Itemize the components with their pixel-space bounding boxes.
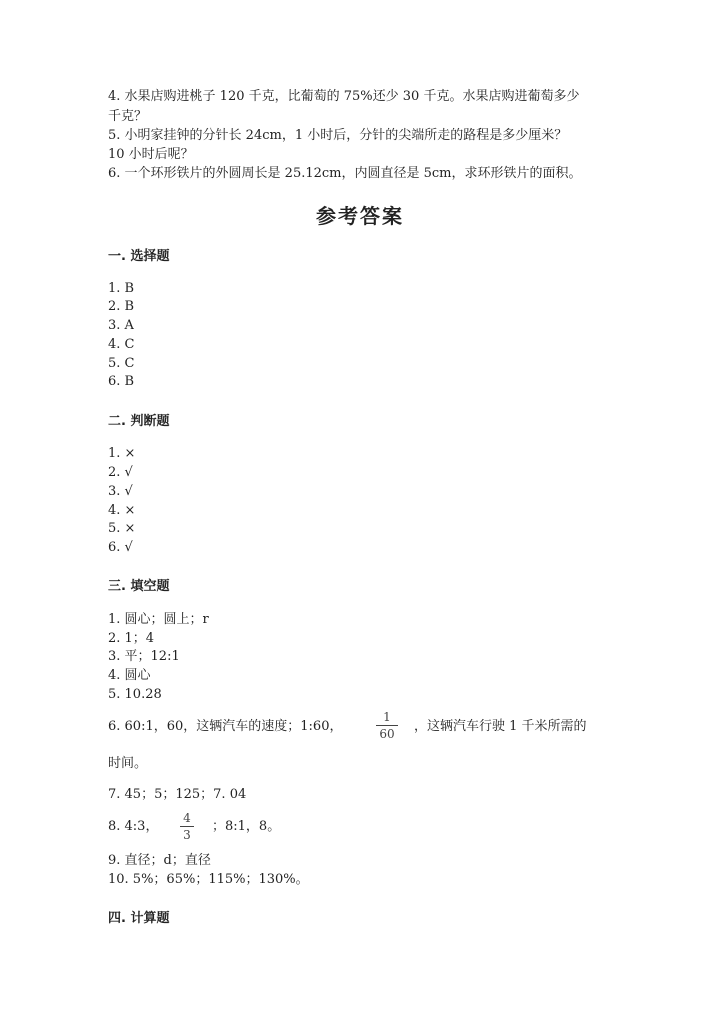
- problem-4-line-1: 4. 水果店购进桃子 120 千克，比葡萄的 75%还少 30 千克。水果店购进葡萄多少: [108, 89, 580, 104]
- choice-answer-6: 6. B: [108, 374, 135, 389]
- fraction-denominator: 3: [183, 828, 191, 842]
- fill-answer-6-fraction: [376, 710, 398, 741]
- section-heading-judge: 二. 判断题: [108, 414, 170, 429]
- choice-answer-5: 5. C: [108, 356, 135, 371]
- fill-answer-6-after: ，这辆汽车行驶 1 千米所需的: [414, 719, 587, 734]
- choice-answer-1: 1. B: [108, 281, 135, 296]
- fill-answer-4: 4. 圆心: [108, 668, 151, 683]
- fill-answer-7: 7. 45；5；125；7. 04: [108, 787, 247, 802]
- judge-answer-3: 3. √: [108, 484, 133, 499]
- fill-answer-9: 9. 直径；d；直径: [108, 853, 211, 868]
- choice-answer-3: 3. A: [108, 318, 134, 333]
- fraction-numerator: 1: [383, 710, 391, 724]
- fill-answer-3: 3. 平；12:1: [108, 649, 180, 664]
- judge-answer-4: 4. ×: [108, 503, 136, 518]
- fill-answer-1: 1. 圆心；圆上；r: [108, 612, 209, 627]
- judge-answer-2: 2. √: [108, 465, 133, 480]
- judge-answer-1: 1. ×: [108, 446, 136, 461]
- fraction-bar: [376, 725, 398, 726]
- fill-answer-5: 5. 10.28: [108, 687, 162, 702]
- section-heading-calc: 四. 计算题: [108, 911, 170, 926]
- choice-answer-4: 4. C: [108, 337, 135, 352]
- section-heading-choice: 一. 选择题: [108, 249, 170, 264]
- fill-answer-2: 2. 1；4: [108, 631, 155, 646]
- fill-answer-10: 10. 5%；65%；115%；130%。: [108, 872, 309, 887]
- problem-5-line-2: 10 小时后呢？: [108, 147, 194, 162]
- fill-answer-8-before: 8. 4:3，: [108, 819, 159, 834]
- fraction-bar: [180, 826, 194, 827]
- problem-4-line-2: 千克？: [108, 109, 148, 124]
- answer-title: 参考答案: [316, 204, 404, 228]
- choice-answer-2: 2. B: [108, 299, 135, 314]
- problem-6-line-1: 6. 一个环形铁片的外圆周长是 25.12cm，内圆直径是 5cm，求环形铁片的面积。: [108, 166, 582, 181]
- problem-5-line-1: 5. 小明家挂钟的分针长 24cm，1 小时后，分针的尖端所走的路程是多少厘米？: [108, 128, 568, 143]
- fill-answer-8-fraction: [180, 811, 194, 842]
- fill-answer-6-before: 6. 60:1，60，这辆汽车的速度；1:60，: [108, 719, 343, 734]
- fill-answer-6-cont: 时间。: [108, 756, 148, 771]
- fill-answer-8-after: ；8:1，8。: [212, 819, 281, 834]
- section-heading-fill: 三. 填空题: [108, 579, 170, 594]
- judge-answer-6: 6. √: [108, 540, 133, 555]
- judge-answer-5: 5. ×: [108, 521, 136, 536]
- fraction-numerator: 4: [183, 811, 191, 825]
- fraction-denominator: 60: [379, 727, 395, 741]
